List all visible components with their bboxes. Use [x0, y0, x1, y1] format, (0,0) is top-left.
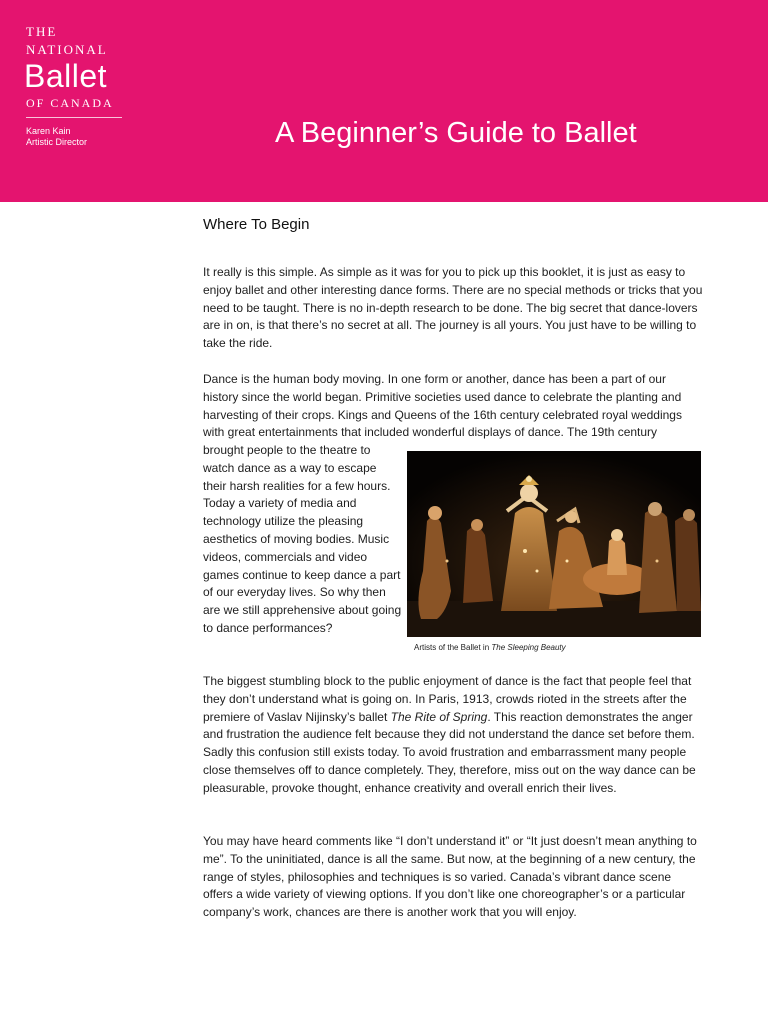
artistic-director-name: Karen Kain	[26, 126, 71, 136]
logo-line-of-canada: OF CANADA	[26, 96, 114, 110]
paragraph-stumbling-block-part2: . This reaction demonstrates the anger and frustration the audience felt because they did not understand the dance set before them. Sadly this confusion still exists today. To avoid frustration and embarrassment many people close themselves off to dance completely. They, therefore, miss out on the way dance can be pleasurable, provoke thought, enhance creativity and overall enrich their lives.	[203, 709, 696, 795]
caption-title: The Sleeping Beauty	[491, 643, 566, 652]
logo-line-national: NATIONAL	[26, 42, 108, 57]
sleeping-beauty-image	[407, 451, 701, 637]
logo-line-ballet: Ballet	[24, 58, 108, 94]
photo-caption	[414, 642, 566, 653]
section-heading: Where To Begin	[203, 216, 310, 233]
document-title: A Beginner’s Guide to Ballet	[275, 117, 637, 149]
paragraph-stumbling-block	[203, 673, 703, 798]
paragraph-history-continued: brought people to the theatre to watch dance as a way to escape their harsh realities for a few hours. Today a variety of media and technology utilize the pleasing aesthetics of moving bodies. Music videos, commercials and video games continue to keep dance a part of our everyday lives. So why then are we still apprehensive about going to dance performances?	[203, 443, 402, 635]
artistic-director-title: Artistic Director	[26, 137, 88, 147]
paragraph-comments: You may have heard comments like “I don’t understand it” or “It just doesn’t mean anything to me”. To the uninitiated, dance is all the same. But now, at the beginning of a new century, the range of styles, philosophies and techniques is so varied. Canada’s vibrant dance scene offers a wide variety of viewing options. If you don’t like one choreographer’s or a particular company’s work, chances are there is another work that you will enjoy.	[203, 834, 697, 920]
caption-prefix: Artists of the Ballet in	[414, 643, 492, 652]
logo-divider	[26, 117, 122, 118]
ballet-photo	[407, 451, 701, 637]
paragraph-stumbling-block-part1: The biggest stumbling block to the public enjoyment of dance is the fact that people feel that they don’t understand what is going on. In Paris, 1913, crowds rioted in the streets after the premiere of Vaslav Nijinsky’s ballet	[203, 674, 692, 724]
rite-of-spring-title: The Rite of Spring	[390, 709, 488, 724]
paragraph-history: Dance is the human body moving. In one form or another, dance has been a part of our history since the world began. Primitive societies used dance to celebrate the planting and harvesting of their crops. Kings and Queens of the 16th century celebrated royal weddings with great entertainments that included wonderful displays of dance. The 19th century	[203, 372, 682, 440]
logo-line-the: THE	[26, 24, 58, 39]
header-banner	[0, 0, 768, 202]
paragraph-intro: It really is this simple. As simple as it was for you to pick up this booklet, it is just as easy to enjoy ballet and other interesting dance forms. There are no special methods or tricks that you need to be taught. There is no in-depth research to be done. The big secret that dance-lovers are in on, is that there’s no secret at all. The journey is all yours. You just have to be willing to take the ride.	[203, 265, 703, 351]
